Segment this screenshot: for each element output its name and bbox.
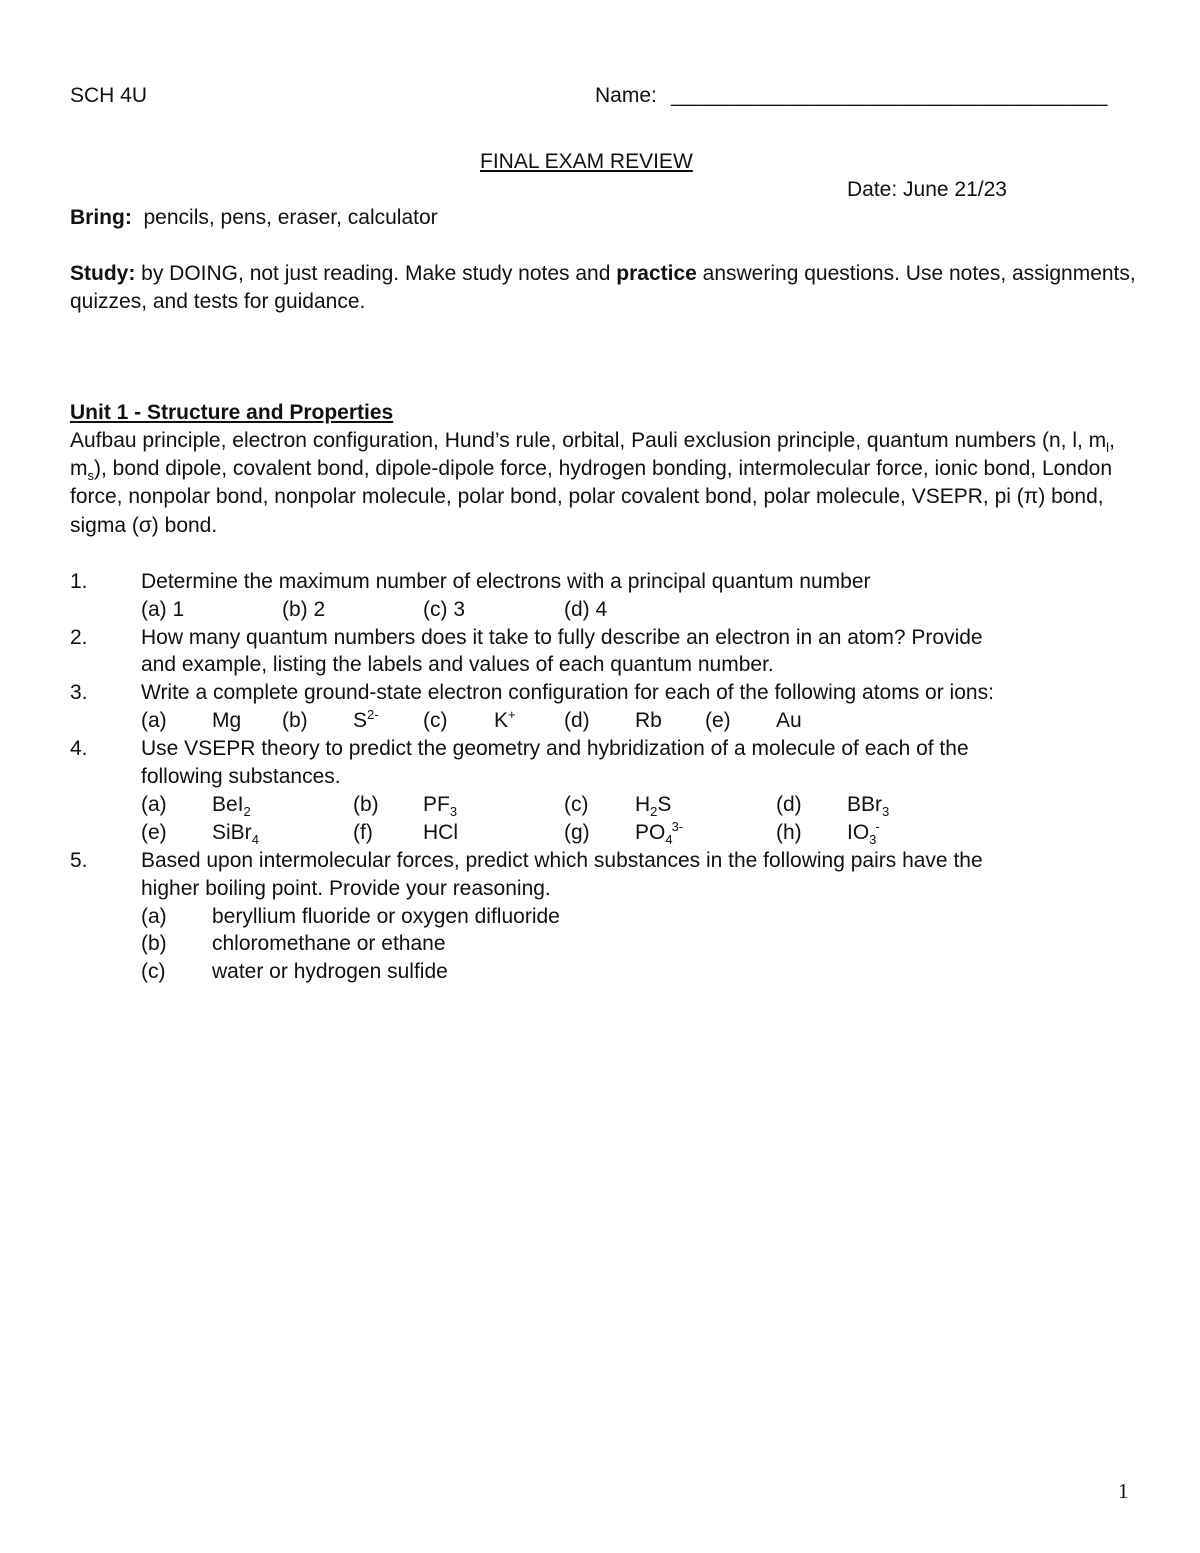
question-4-number: 4. bbox=[70, 737, 88, 760]
q4-label-h: (h) bbox=[776, 821, 802, 844]
q3-species-c: K+ bbox=[494, 707, 516, 732]
q3-species-a: Mg bbox=[212, 709, 242, 732]
question-5-line-2: higher boiling point. Provide your reasoning. bbox=[141, 877, 551, 900]
q5-label-b: (b) bbox=[141, 932, 167, 955]
question-2-number: 2. bbox=[70, 626, 88, 649]
study-paragraph bbox=[70, 260, 1140, 316]
name-label: Name: bbox=[595, 84, 657, 107]
page-number: 1 bbox=[1118, 1479, 1129, 1503]
q3-label-e: (e) bbox=[705, 709, 731, 732]
question-3-number: 3. bbox=[70, 681, 88, 704]
q4-species-a: BeI$_2$ bbox=[212, 793, 251, 819]
bring-label: Bring: bbox=[70, 206, 132, 229]
terms-sub-s: s bbox=[87, 468, 94, 484]
q4-species-c: $H_2S$ bbox=[635, 793, 672, 819]
bring-text: pencils, pens, eraser, calculator bbox=[143, 206, 438, 229]
terms-part-a: Aufbau principle, electron configuration, Hund’s rule, orbital, Pauli exclusion principle, quantum numbers (n, l, m bbox=[70, 429, 1107, 452]
question-5-line-1: Based upon intermolecular forces, predict which substances in the following pairs have the bbox=[141, 849, 983, 872]
q3-species-b: $S^{2-}$ bbox=[353, 707, 379, 732]
terms-part-b: , m bbox=[70, 429, 1115, 481]
q4-species-e: SiBr$_4$ bbox=[212, 821, 259, 847]
q1-option-d: (d) 4 bbox=[564, 598, 608, 621]
q4-label-a: (a) bbox=[141, 793, 167, 816]
question-4-line-2: following substances. bbox=[141, 765, 341, 788]
q4-label-b: (b) bbox=[353, 793, 379, 816]
q3-species-d: Rb bbox=[635, 709, 662, 732]
q4-species-b: $PF_3$ bbox=[423, 793, 458, 819]
study-text-1: by DOING, not just reading. Make study notes and bbox=[141, 262, 611, 285]
q5-item-b: chloromethane or ethane bbox=[212, 932, 446, 955]
q3-label-a: (a) bbox=[141, 709, 167, 732]
course-code: SCH 4U bbox=[70, 84, 148, 107]
question-1-text: Determine the maximum number of electrons with a principal quantum number bbox=[141, 570, 871, 593]
q4-species-h: $IO_3^-$ bbox=[847, 819, 880, 847]
question-4-line-1: Use VSEPR theory to predict the geometry and hybridization of a molecule of each of the bbox=[141, 737, 969, 760]
q4-label-e: (e) bbox=[141, 821, 167, 844]
q5-item-c: water or hydrogen sulfide bbox=[212, 960, 448, 983]
q4-species-d: BBr$_3$ bbox=[847, 793, 890, 819]
unit-1-terms bbox=[70, 427, 1140, 540]
q4-species-f: HCl bbox=[423, 821, 458, 844]
q4-label-f: (f) bbox=[353, 821, 373, 844]
study-emphasis: practice bbox=[616, 262, 697, 285]
q1-option-a: (a) 1 bbox=[141, 598, 185, 621]
q5-label-a: (a) bbox=[141, 905, 167, 928]
q3-label-d: (d) bbox=[564, 709, 590, 732]
q3-label-b: (b) bbox=[282, 709, 308, 732]
terms-sub-l: l bbox=[1106, 440, 1110, 455]
q3-species-e: Au bbox=[776, 709, 802, 732]
question-3-text: Write a complete ground-state electron configuration for each of the following atoms or ions: bbox=[141, 681, 994, 704]
q1-option-c: (c) 3 bbox=[423, 598, 465, 621]
q4-label-c: (c) bbox=[564, 793, 589, 816]
question-1-number: 1. bbox=[70, 570, 88, 593]
q4-species-g: $PO_4^{3-}$ bbox=[635, 819, 684, 847]
terms-part-c: ), bond dipole, covalent bond, dipole-dipole force, hydrogen bonding, intermolecular force, ionic bond, London force, nonpolar bond, nonpolar molecule, polar bond, polar covalent bond, polar molecule, VSEPR, pi (π) bond, sigma (σ) bond. bbox=[70, 457, 1113, 537]
date-text: Date: June 21/23 bbox=[847, 178, 1007, 201]
q4-label-d: (d) bbox=[776, 793, 802, 816]
unit-1-heading: Unit 1 - Structure and Properties bbox=[70, 401, 394, 424]
q5-item-a: beryllium fluoride or oxygen difluoride bbox=[212, 905, 560, 928]
name-blank: _______________________________________ bbox=[671, 84, 1107, 107]
q1-option-b: (b) 2 bbox=[282, 598, 326, 621]
q5-label-c: (c) bbox=[141, 960, 166, 983]
study-text-2: answering questions. Use notes, assignments, quizzes, and tests for guidance. bbox=[70, 262, 1136, 314]
question-2-line-1: How many quantum numbers does it take to fully describe an electron in an atom? Provide bbox=[141, 626, 983, 649]
bring-line bbox=[70, 204, 438, 232]
page-title: FINAL EXAM REVIEW bbox=[480, 150, 693, 173]
study-label: Study: bbox=[70, 262, 136, 285]
question-2-line-2: and example, listing the labels and values of each quantum number. bbox=[141, 653, 774, 676]
q4-label-g: (g) bbox=[564, 821, 590, 844]
q3-label-c: (c) bbox=[423, 709, 448, 732]
question-5-number: 5. bbox=[70, 849, 88, 872]
